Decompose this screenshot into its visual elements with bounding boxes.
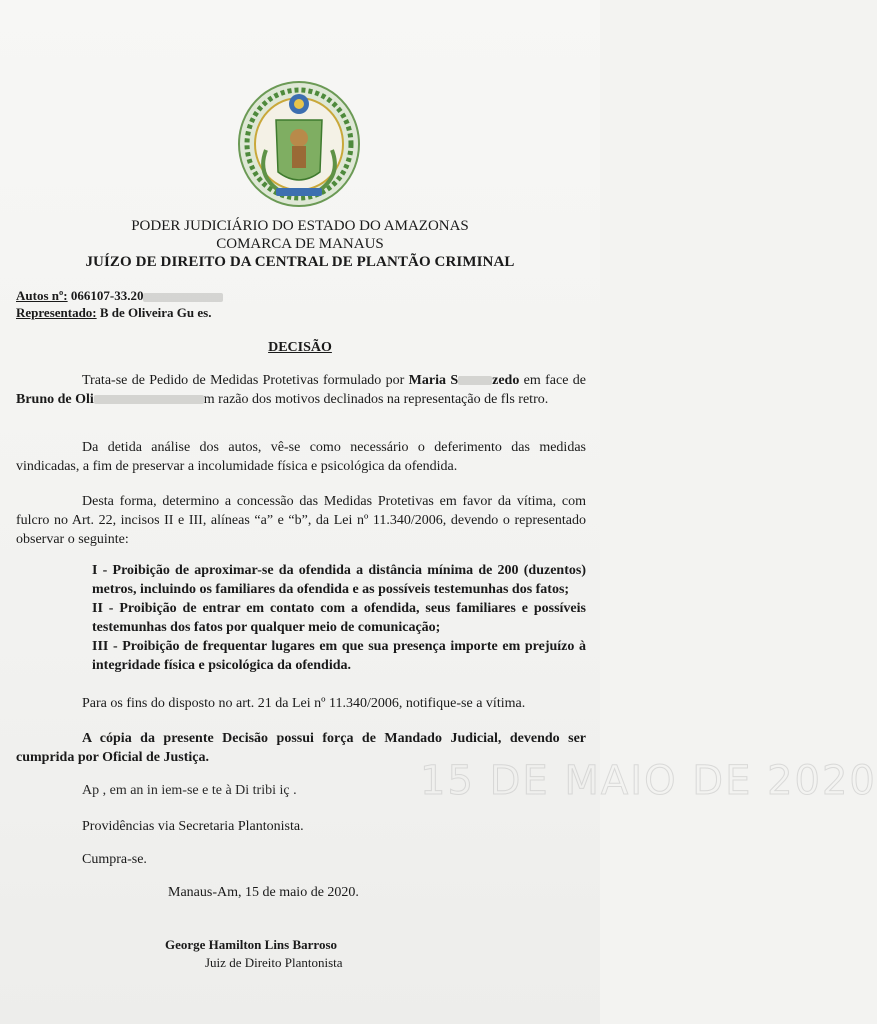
p1-text-a: Trata-se de Pedido de Medidas Protetivas formulado por xyxy=(82,373,409,388)
paragraph-3: Desta forma, determino a concessão das Medidas Protetivas em favor da vítima, com fulcro no Art. 22, incisos II e III, alíneas “a” e “b”, da Lei nº 11.340/2006, devendo o representado observar o seguinte: xyxy=(16,494,586,547)
measures-list xyxy=(92,561,586,675)
measure-item-3: III - Proibição de frequentar lugares em que sua presença importe em prejuízo à integridade física e psicológica da ofendida. xyxy=(92,639,586,673)
p1-name-a: Maria S xyxy=(408,373,459,388)
signature-name: George Hamilton Lins Barroso xyxy=(165,937,338,952)
p1-text-c: m razão dos motivos declinados na representação de fls retro. xyxy=(203,392,549,407)
p1-text-b: em face de xyxy=(519,373,586,388)
header-line-2: COMARCA DE MANAUS xyxy=(216,236,384,252)
coat-of-arms-seal-icon xyxy=(236,80,362,208)
measure-item-1: I - Proibição de aproximar-se da ofendida a distância mínima de 200 (duzentos) metros, incluindo os familiares da ofendida e as possíveis testemunhas dos fatos; xyxy=(92,563,586,597)
redaction-mark xyxy=(143,293,223,302)
representado-label: Representado: xyxy=(16,305,97,320)
redaction-mark xyxy=(458,376,492,385)
autos-label: Autos nº: xyxy=(16,288,68,303)
autos-value: 066107-33.20 xyxy=(70,288,144,303)
representado-value: B de Oliveira Gu es. xyxy=(99,305,212,320)
paragraph-2: Da detida análise dos autos, vê-se como necessário o deferimento das medidas vindicadas, a fim de preservar a incolumidade física e psicológica da ofendida. xyxy=(16,440,586,474)
paragraph-8: Cumpra-se. xyxy=(82,852,147,867)
representado-row xyxy=(16,305,211,321)
place-and-date: Manaus-Am, 15 de maio de 2020. xyxy=(168,885,359,900)
autos-row xyxy=(16,288,223,304)
date-watermark-stamp: 15 DE MAIO DE 2020 xyxy=(420,758,877,804)
signature-role: Juiz de Direito Plantonista xyxy=(205,955,343,970)
paragraph-4: Para os fins do disposto no art. 21 da Lei nº 11.340/2006, notifique-se a vítima. xyxy=(82,696,526,711)
paragraph-7: Providências via Secretaria Plantonista. xyxy=(82,819,304,834)
paragraph-1 xyxy=(16,371,586,409)
redaction-mark xyxy=(94,395,204,404)
decision-title: DECISÃO xyxy=(268,340,332,355)
p1-name-c: Bruno de Oli xyxy=(16,392,94,407)
header-line-3: JUÍZO DE DIREITO DA CENTRAL DE PLANTÃO CRIMINAL xyxy=(85,254,515,270)
measure-item-2: II - Proibição de entrar em contato com a ofendida, seus familiares e possíveis testemunhas dos fatos por qualquer meio de comunicação; xyxy=(92,601,586,635)
paragraph-6: Ap , em an in iem-se e te à Di tribi iç . xyxy=(82,783,297,798)
header-line-1: PODER JUDICIÁRIO DO ESTADO DO AMAZONAS xyxy=(131,218,469,234)
p1-name-b: zedo xyxy=(492,373,520,388)
paragraph-5: A cópia da presente Decisão possui força de Mandado Judicial, devendo ser cumprida por Oficial de Justiça. xyxy=(16,731,586,765)
